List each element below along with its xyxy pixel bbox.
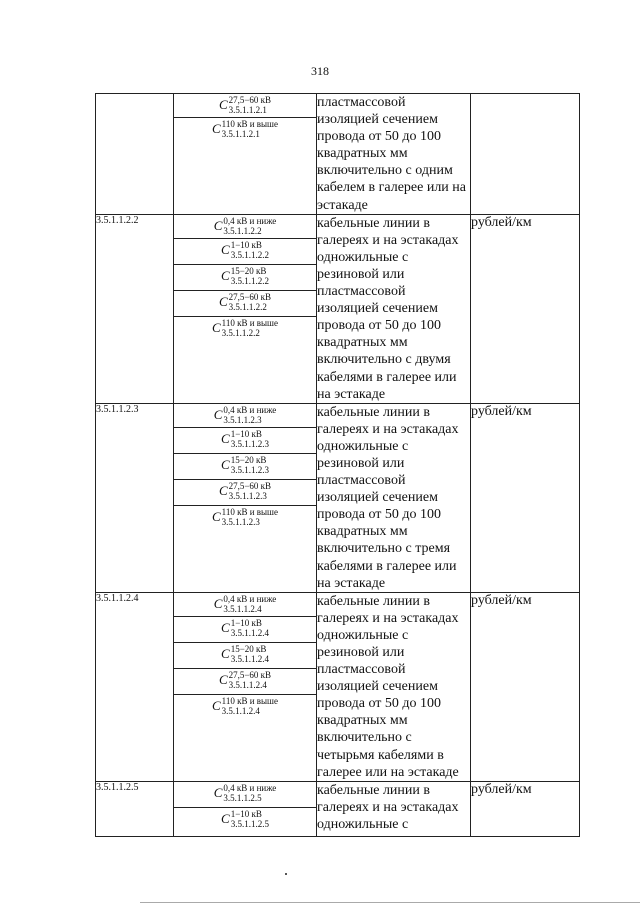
formula-item: [174, 317, 316, 388]
row-code: 3.5.1.1.2.4: [96, 592, 174, 781]
index-label: 3.5.1.1.2.5: [223, 792, 262, 803]
voltage-label: 1−10 кВ: [230, 808, 262, 819]
index-label: 3.5.1.1.2.3: [230, 464, 269, 475]
voltage-label: 110 кВ и выше: [221, 119, 278, 129]
formula-item: [174, 617, 316, 643]
row-unit: рублей/км: [471, 403, 580, 592]
row-code: [96, 94, 174, 215]
tariff-symbol: C 0,4 кВ и ниже 3.5.1.1.2.2: [213, 215, 277, 236]
tariff-symbol: C 27,5−60 кВ 3.5.1.1.2.2: [218, 291, 272, 312]
voltage-label: 27,5−60 кВ: [228, 480, 272, 491]
formula-cell: [174, 94, 317, 215]
page-number: 318: [311, 64, 329, 78]
tariff-symbol: C 15−20 кВ 3.5.1.1.2.3: [221, 454, 269, 475]
table-row: [96, 403, 580, 592]
index-label: 3.5.1.1.2.2: [230, 249, 269, 260]
row-code: 3.5.1.1.2.5: [96, 781, 174, 836]
formula-cell: [174, 403, 317, 592]
tariff-symbol: C 1−10 кВ 3.5.1.1.2.5: [221, 808, 269, 829]
tariff-symbol: C 110 кВ и выше 3.5.1.1.2.4: [211, 695, 278, 716]
index-label: 3.5.1.1.2.3: [223, 414, 262, 425]
tariff-symbol: C 27,5−60 кВ 3.5.1.1.2.4: [218, 669, 272, 690]
index-label: 3.5.1.1.2.4: [228, 679, 267, 690]
tariff-symbol: C 0,4 кВ и ниже 3.5.1.1.2.5: [213, 782, 277, 803]
formula-item: [174, 454, 316, 480]
voltage-label: 0,4 кВ и ниже: [223, 593, 277, 604]
index-label: 3.5.1.1.2.5: [230, 818, 269, 829]
row-description: кабельные линии в галереях и на эстакадах одножильные с резиновой или пластмассовой изоляцией сечением провода от 50 до 100 квадратных мм включительно с двумя кабелями в галерее или на эстакаде: [317, 214, 471, 403]
index-label: 3.5.1.1.2.4: [221, 705, 260, 716]
row-unit: рублей/км: [471, 781, 580, 836]
formula-item: [174, 808, 316, 836]
voltage-label: 1−10 кВ: [230, 428, 262, 439]
voltage-label: 110 кВ и выше: [221, 695, 278, 706]
index-label: 3.5.1.1.2.2: [230, 275, 269, 286]
formula-cell: [174, 214, 317, 403]
formula-item: [174, 428, 316, 454]
page-edge: [140, 902, 640, 903]
voltage-label: 27,5−60 кВ: [228, 669, 272, 680]
voltage-label: 0,4 кВ и ниже: [223, 782, 277, 793]
voltage-label: 0,4 кВ и ниже: [223, 404, 277, 415]
tariff-symbol: C 15−20 кВ 3.5.1.1.2.2: [221, 265, 269, 286]
formula-item: [174, 643, 316, 669]
tariff-symbol: C 0,4 кВ и ниже 3.5.1.1.2.3: [213, 404, 277, 425]
formula-cell: [174, 781, 317, 836]
row-code: 3.5.1.1.2.2: [96, 214, 174, 403]
row-code: 3.5.1.1.2.3: [96, 403, 174, 592]
tariff-symbol: C 27,5−60 кВ 3.5.1.1.2.1: [218, 95, 272, 115]
index-label: 3.5.1.1.2.3: [221, 516, 260, 527]
row-description: кабельные линии в галереях и на эстакадах одножильные с: [317, 781, 471, 836]
formula-cell: [174, 592, 317, 781]
voltage-label: 1−10 кВ: [230, 239, 262, 250]
formula-item: [174, 118, 316, 212]
table-row: [96, 214, 580, 403]
table-row: [96, 94, 580, 215]
formula-item: [174, 291, 316, 317]
tariff-symbol: C 1−10 кВ 3.5.1.1.2.3: [221, 428, 269, 449]
row-unit: рублей/км: [471, 592, 580, 781]
tariff-symbol: C 1−10 кВ 3.5.1.1.2.2: [221, 239, 269, 260]
index-label: 3.5.1.1.2.3: [228, 490, 267, 501]
tariff-symbol: C 15−20 кВ 3.5.1.1.2.4: [221, 643, 269, 664]
formula-item: [174, 265, 316, 291]
index-label: 3.5.1.1.2.2: [221, 327, 260, 338]
index-label: 3.5.1.1.2.3: [230, 438, 269, 449]
voltage-label: 15−20 кВ: [230, 454, 267, 465]
index-label: 3.5.1.1.2.2: [228, 301, 267, 312]
table-row: [96, 592, 580, 781]
tariff-symbol: C 110 кВ и выше 3.5.1.1.2.2: [211, 317, 278, 338]
voltage-label: 110 кВ и выше: [221, 506, 278, 517]
tariff-symbol: C 27,5−60 кВ 3.5.1.1.2.3: [218, 480, 272, 501]
formula-item: [174, 239, 316, 265]
formula-item: [174, 695, 316, 771]
table-row: [96, 781, 580, 836]
formula-item: [174, 782, 316, 808]
voltage-label: 27,5−60 кВ: [228, 95, 272, 105]
formula-item: [174, 94, 316, 118]
tariff-symbol: C 0,4 кВ и ниже 3.5.1.1.2.4: [213, 593, 277, 614]
index-label: 3.5.1.1.2.1: [228, 105, 267, 115]
formula-item: [174, 506, 316, 582]
formula-item: [174, 480, 316, 506]
tariff-symbol: C 110 кВ и выше 3.5.1.1.2.3: [211, 506, 278, 527]
tariff-symbol: C 1−10 кВ 3.5.1.1.2.4: [221, 617, 269, 638]
index-label: 3.5.1.1.2.2: [223, 225, 262, 236]
scan-mark: [285, 873, 287, 875]
row-description: кабельные линии в галереях и на эстакадах одножильные с резиновой или пластмассовой изоляцией сечением провода от 50 до 100 квадратных мм включительно с тремя кабелями в галерее или на эстакаде: [317, 403, 471, 592]
formula-item: [174, 215, 316, 239]
tariff-symbol: C 110 кВ и выше 3.5.1.1.2.1: [211, 119, 278, 139]
voltage-label: 1−10 кВ: [230, 617, 262, 628]
row-description: пластмассовой изоляцией сечением провода от 50 до 100 квадратных мм включительно с одним кабелем в галерее или на эстакаде: [317, 94, 471, 215]
row-unit: [471, 94, 580, 215]
tariff-table: [95, 93, 580, 837]
row-description: кабельные линии в галереях и на эстакадах одножильные с резиновой или пластмассовой изоляцией сечением провода от 50 до 100 квадратных мм включительно с четырьмя кабелями в галерее или на эстакаде: [317, 592, 471, 781]
row-unit: рублей/км: [471, 214, 580, 403]
index-label: 3.5.1.1.2.4: [223, 603, 262, 614]
index-label: 3.5.1.1.2.1: [221, 129, 260, 139]
formula-item: [174, 669, 316, 695]
index-label: 3.5.1.1.2.4: [230, 627, 269, 638]
voltage-label: 27,5−60 кВ: [228, 291, 272, 302]
formula-item: [174, 593, 316, 617]
voltage-label: 15−20 кВ: [230, 643, 267, 654]
voltage-label: 110 кВ и выше: [221, 317, 278, 328]
index-label: 3.5.1.1.2.4: [230, 653, 269, 664]
voltage-label: 15−20 кВ: [230, 265, 267, 276]
formula-item: [174, 404, 316, 428]
voltage-label: 0,4 кВ и ниже: [223, 215, 277, 226]
